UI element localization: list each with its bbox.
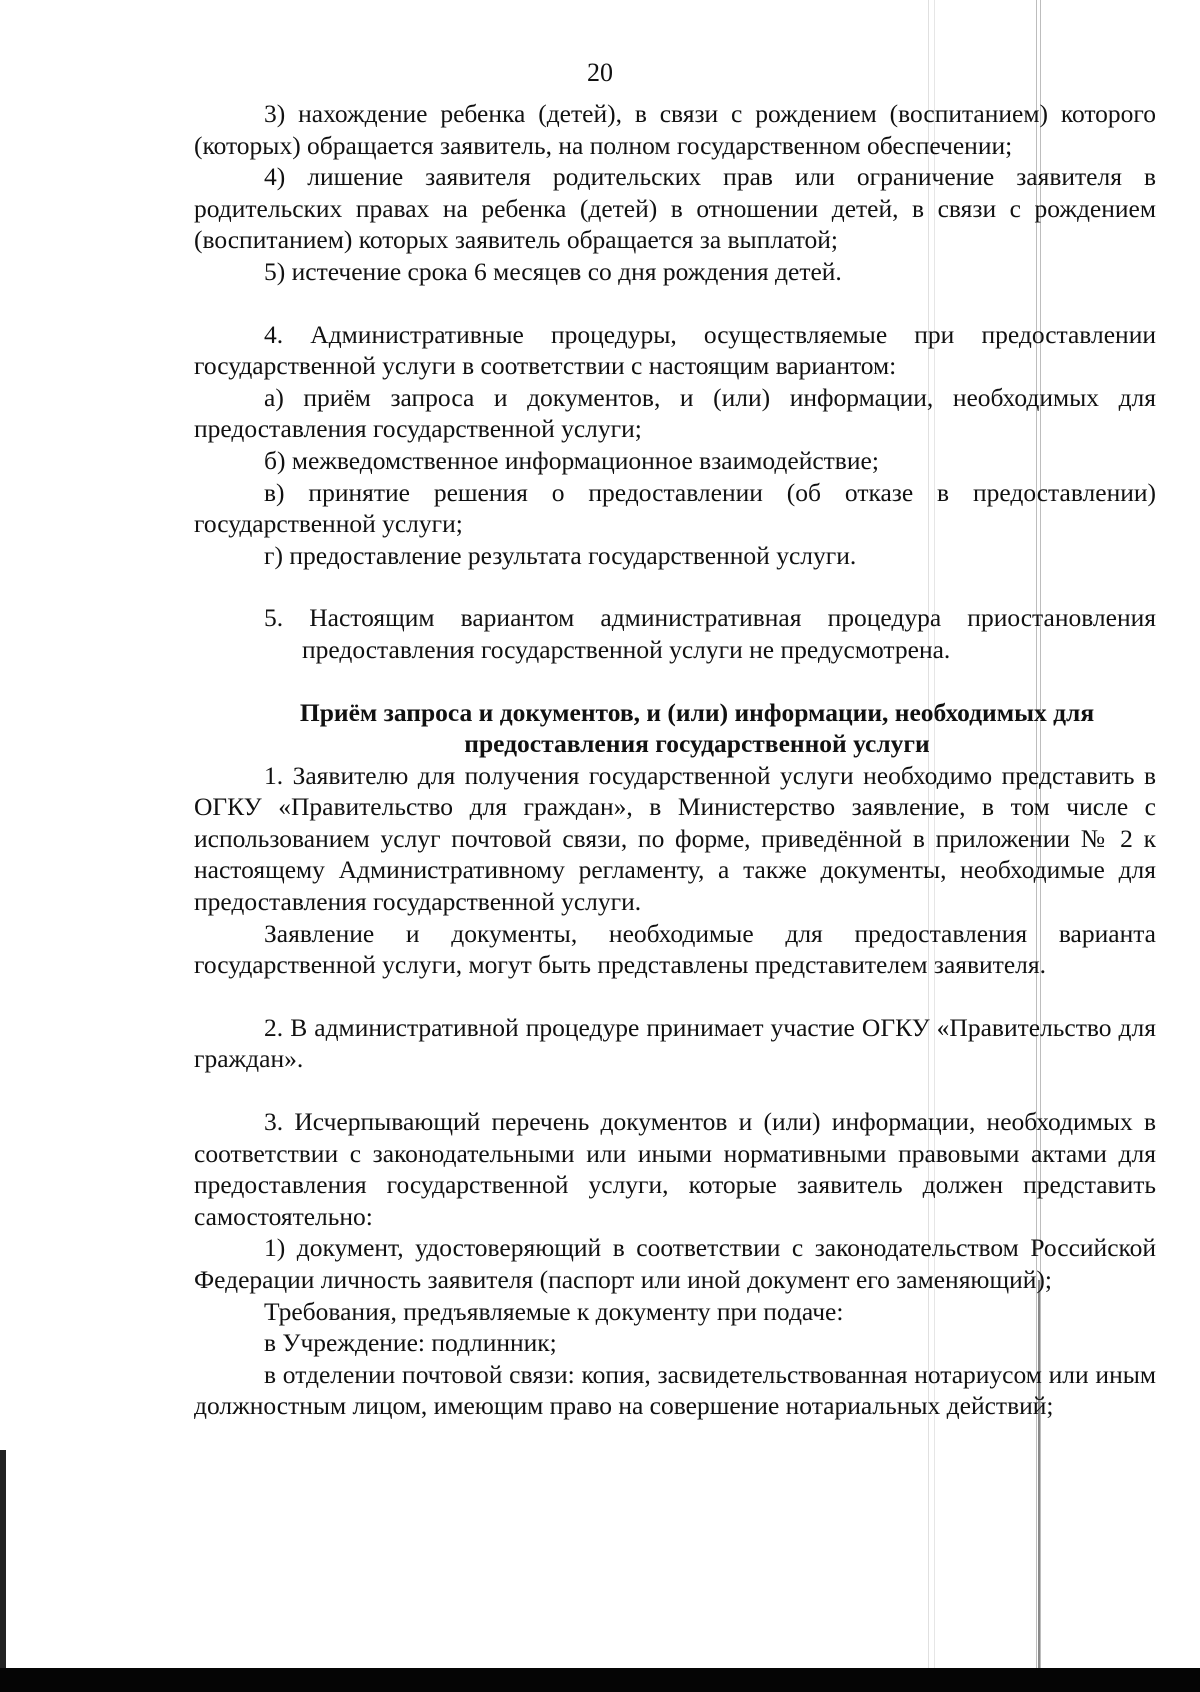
paragraph: в отделении почтовой связи: копия, засвидетельствованная нотариусом или иным должностным лицом, имеющим право на совершение нотариальных действий; xyxy=(194,1359,1156,1421)
page-number: 20 xyxy=(587,58,613,87)
paragraph: в) принятие решения о предоставлении (об отказе в предоставлении) государственной услуги; xyxy=(194,477,1156,539)
spacer xyxy=(194,288,1156,319)
paragraph: г) предоставление результата государственной услуги. xyxy=(264,540,857,570)
scan-edge-shadow xyxy=(0,1450,6,1670)
paragraph: 1) документ, удостоверяющий в соответствии с законодательством Российской Федерации личность заявителя (паспорт или иной документ его заменяющий); xyxy=(194,1233,1156,1294)
paragraph: а) приём запроса и документов, и (или) информации, необходимых для предоставления государственной услуги; xyxy=(194,382,1156,444)
paragraph: 1. Заявителю для получения государственной услуги необходимо представить в ОГКУ «Правительство для граждан», в Министерство заявление, в том числе с использованием услуг почтовой связи, по форме, приведённой в приложении № 2 к настоящему Административному регламенту, а также документы, необходимые для предоставления государственной услуги. xyxy=(194,760,1156,917)
section-heading: Приём запроса и документов, и (или) информации, необходимых для предоставления государственной услуги xyxy=(299,697,1095,759)
paragraph: 5. Настоящим вариантом административная процедура приостановления предоставления государственной услуги не предусмотрена. xyxy=(264,603,1156,664)
paragraph: б) межведомственное информационное взаимодействие; xyxy=(264,445,879,475)
paragraph: 2. В административной процедуре принимает участие ОГКУ «Правительство для граждан». xyxy=(194,1012,1156,1074)
spacer xyxy=(194,571,1156,602)
paragraph: Требования, предъявляемые к документу при подаче: xyxy=(264,1296,844,1326)
scan-bottom-border xyxy=(0,1668,1200,1692)
spacer xyxy=(194,666,1156,697)
spacer xyxy=(194,1075,1156,1106)
paragraph: 3) нахождение ребенка (детей), в связи с рождением (воспитанием) которого (которых) обращается заявитель, на полном государственном обеспечении; xyxy=(194,99,1156,160)
paragraph: 4) лишение заявителя родительских прав или ограничение заявителя в родительских правах на ребенка (детей) в отношении детей, в связи с рождением (воспитанием) которых заявитель обращается за выплатой; xyxy=(194,162,1156,255)
paragraph: Заявление и документы, необходимые для предоставления варианта государственной услуги, могут быть представлены представителем заявителя. xyxy=(194,918,1156,980)
spacer xyxy=(194,981,1156,1012)
paragraph: 5) истечение срока 6 месяцев со дня рождения детей. xyxy=(264,256,842,286)
paragraph: в Учреждение: подлинник; xyxy=(264,1328,557,1358)
paragraph: 4. Административные процедуры, осуществляемые при предоставлении государственной услуги в соответствии с настоящим вариантом: xyxy=(194,319,1156,381)
paragraph: 3. Исчерпывающий перечень документов и (или) информации, необходимых в соответствии с законодательными или иными нормативными правовыми актами для предоставления государственной услуги, которые заявитель должен представить самостоятельно: xyxy=(194,1107,1156,1231)
document-body xyxy=(194,98,1156,1422)
